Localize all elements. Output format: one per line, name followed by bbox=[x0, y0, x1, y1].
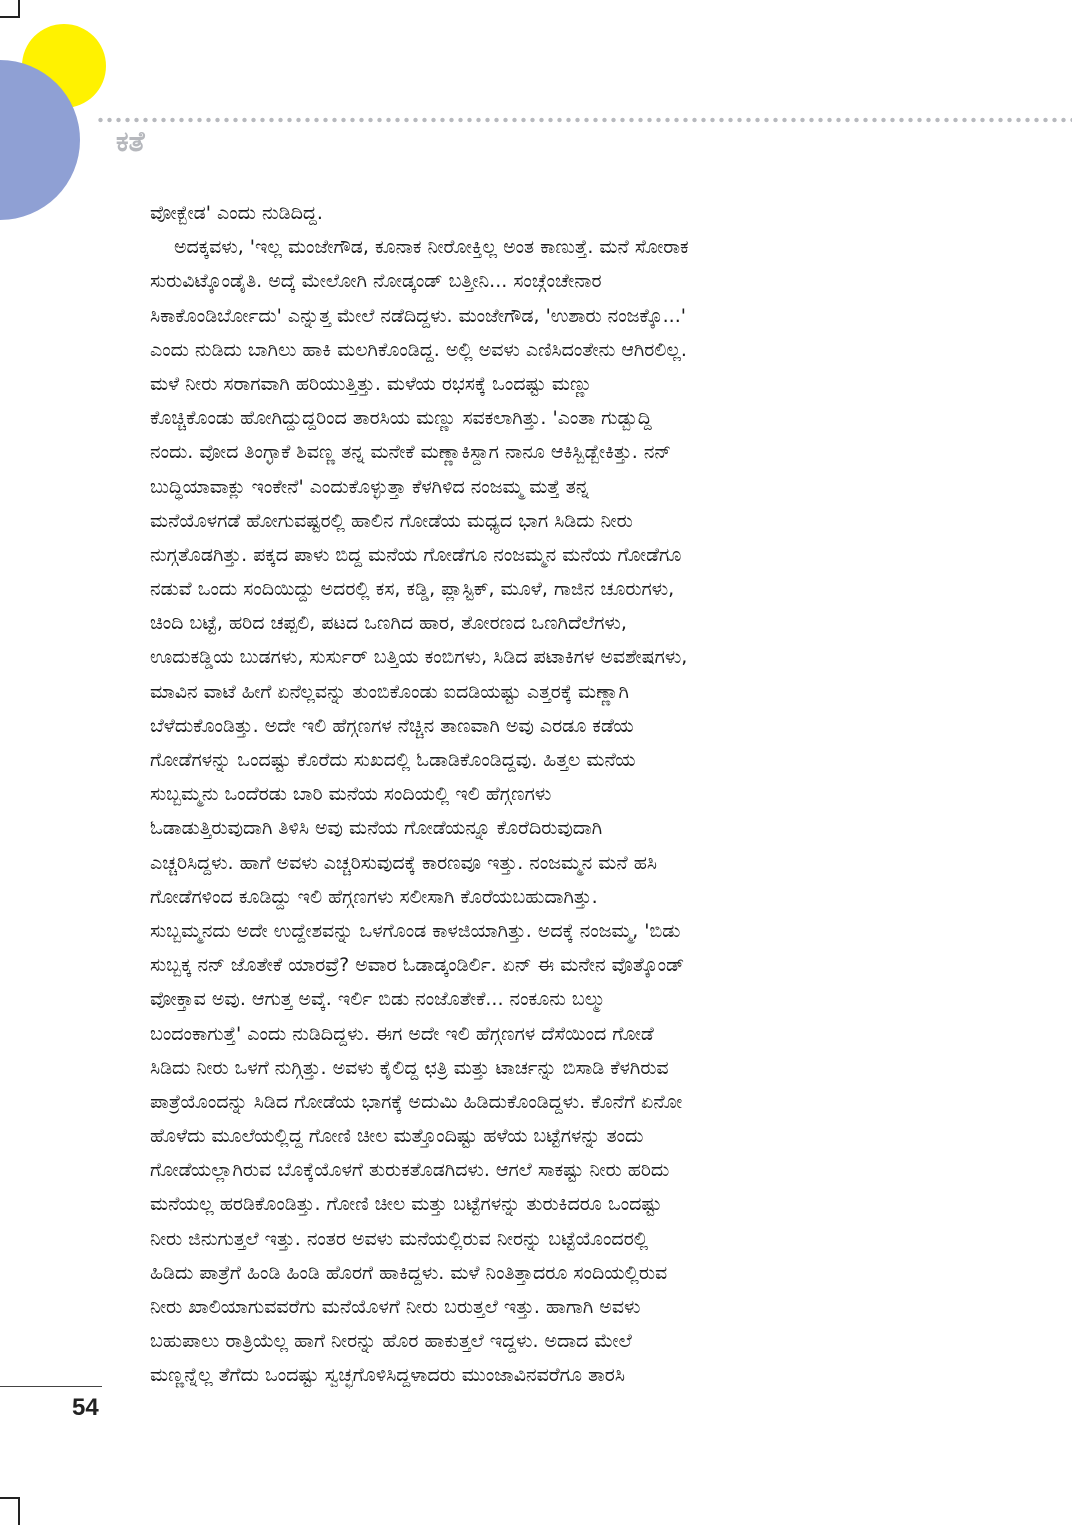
text-line: ಮಳೆ ನೀರು ಸರಾಗವಾಗಿ ಹರಿಯುತ್ತಿತ್ತು. ಮಳೆಯ ರಭಸಕ್ಕೆ ಒಂದಷ್ಟು ಮಣ್ಣು bbox=[150, 372, 593, 395]
text-line: ಸುಬ್ಬಕ್ಕ ನನ್ ಜೊತೇಕೆ ಯಾರವ್ರೆ? ಅವಾರ ಓಡಾಡ್ಕಂಡಿರ್ಲಿ. ಏನ್ ಈ ಮನೇನ ವೊತ್ಕೊಂಡ್ bbox=[150, 954, 685, 977]
text-line: ಎಚ್ಚರಿಸಿದ್ದಳು. ಹಾಗೆ ಅವಳು ಎಚ್ಚರಿಸುವುದಕ್ಕೆ ಕಾರಣವೂ ಇತ್ತು. ನಂಜಮ್ಮನ ಮನೆ ಹಸಿ bbox=[150, 851, 657, 874]
text-line: ಸುರುವಿಟ್ಕೊಂಡೈತಿ. ಅದ್ಕೆ ಮೇಲೋಗಿ ನೋಡ್ಕಂಡ್ ಬತ್ತೀನಿ... ಸಂಚ್ಗೆಂಚೇನಾರ bbox=[150, 270, 602, 293]
text-line: ಹೊಳೆದು ಮೂಲೆಯಲ್ಲಿದ್ದ ಗೋಣಿ ಚೀಲ ಮತ್ತೊಂದಿಷ್ಟು ಹಳೆಯ ಬಟ್ಟೆಗಳನ್ನು ತಂದು bbox=[150, 1125, 644, 1148]
page-number-rule bbox=[0, 1386, 102, 1387]
text-line: ಗೋಡೆಯಲ್ಲಾಗಿರುವ ಬೊಕ್ಕೆಯೊಳಗೆ ತುರುಕತೊಡಗಿದಳು. ಆಗಲೆ ಸಾಕಷ್ಟು ನೀರು ಹರಿದು bbox=[150, 1159, 670, 1182]
text-line: ಸಿಕಾಕೊಂಡಿರ್ಬೋದು' ಎನ್ನುತ್ತ ಮೇಲೆ ನಡೆದಿದ್ದಳು. ಮಂಜೇಗೌಡ, 'ಉಶಾರು ನಂಜಕ್ಕೊ...' bbox=[150, 304, 686, 327]
text-line: ಮನೆಯೊಳಗಡೆ ಹೋಗುವಷ್ಟರಲ್ಲಿ ಹಾಲಿನ ಗೋಡೆಯ ಮಧ್ಯದ ಭಾಗ ಸಿಡಿದು ನೀರು bbox=[150, 509, 633, 532]
text-line: ಬಂದಂಕಾಗುತ್ತೆ' ಎಂದು ನುಡಿದಿದ್ದಳು. ಈಗ ಅದೇ ಇಲಿ ಹೆಗ್ಗಣಗಳ ದೆಸೆಯಿಂದ ಗೋಡೆ bbox=[150, 1022, 654, 1045]
text-line: ಎಂದು ನುಡಿದು ಬಾಗಿಲು ಹಾಕಿ ಮಲಗಿಕೊಂಡಿದ್ದ. ಅಲ್ಲಿ ಅವಳು ಎಣಿಸಿದಂತೇನು ಆಗಿರಲಿಲ್ಲ. bbox=[150, 338, 687, 361]
text-line: ಹಿಡಿದು ಪಾತ್ರೆಗೆ ಹಿಂಡಿ ಹಿಂಡಿ ಹೊರಗೆ ಹಾಕಿದ್ದಳು. ಮಳೆ ನಿಂತಿತ್ತಾದರೂ ಸಂದಿಯಲ್ಲಿರುವ bbox=[150, 1261, 668, 1284]
text-line: ಅದಕ್ಕವಳು, 'ಇಲ್ಲ ಮಂಜೇಗೌಡ, ಕೂನಾಕ ನೀರೋಕ್ತಿಲ್ಲ ಅಂತ ಕಾಣುತ್ತೆ. ಮನೆ ಸೋರಾಕ bbox=[174, 236, 689, 259]
text-line: ಮನೆಯಲ್ಲ ಹರಡಿಕೊಂಡಿತ್ತು. ಗೋಣಿ ಚೀಲ ಮತ್ತು ಬಟ್ಟೆಗಳನ್ನು ತುರುಕಿದರೂ ಒಂದಷ್ಟು bbox=[150, 1193, 662, 1216]
text-line: ಬುದ್ಧಿಯಾವಾಕ್ಲು ಇಂಕೇನೆ' ಎಂದುಕೊಳ್ಳುತ್ತಾ ಕೆಳಗಿಳಿದ ನಂಜಮ್ಮ ಮತ್ತೆ ತನ್ನ bbox=[150, 475, 589, 498]
crop-mark-top-horizontal bbox=[0, 16, 20, 18]
text-line: ನುಗ್ಗತೊಡಗಿತ್ತು. ಪಕ್ಕದ ಪಾಳು ಬಿದ್ದ ಮನೆಯ ಗೋಡೆಗೂ ನಂಜಮ್ಮನ ಮನೆಯ ಗೋಡೆಗೂ bbox=[150, 543, 682, 566]
page-number: 54 bbox=[72, 1394, 99, 1421]
text-line: ನೀರು ಜಿನುಗುತ್ತಲೆ ಇತ್ತು. ನಂತರ ಅವಳು ಮನೆಯಲ್ಲಿರುವ ನೀರನ್ನು ಬಟ್ಟೆಯೊಂದರಲ್ಲಿ bbox=[150, 1227, 649, 1250]
text-line: ಗೋಡೆಗಳನ್ನು ಒಂದಷ್ಟು ಕೊರೆದು ಸುಖದಲ್ಲಿ ಓಡಾಡಿಕೊಂಡಿದ್ದವು. ಹಿತ್ತಲ ಮನೆಯ bbox=[150, 749, 636, 771]
text-line: ವೋಕ್ಬೇಡ' ಎಂದು ನುಡಿದಿದ್ದ. bbox=[150, 202, 323, 224]
text-line: ಮಾವಿನ ವಾಟೆ ಹೀಗೆ ಏನೆಲ್ಲವನ್ನು ತುಂಬಿಕೊಂಡು ಐದಡಿಯಷ್ಟು ಎತ್ತರಕ್ಕೆ ಮಣ್ಣಾಗಿ bbox=[150, 680, 629, 703]
text-line: ಕೊಚ್ಚಿಕೊಂಡು ಹೋಗಿದ್ದುದ್ದರಿಂದ ತಾರಸಿಯ ಮಣ್ಣು ಸವಕಲಾಗಿತ್ತು. 'ಎಂತಾ ಗುಡ್ಬುದ್ದಿ bbox=[150, 407, 652, 430]
text-line: ಪಾತ್ರೆಯೊಂದನ್ನು ಸಿಡಿದ ಗೋಡೆಯ ಭಾಗಕ್ಕೆ ಅದುಮಿ ಹಿಡಿದುಕೊಂಡಿದ್ದಳು. ಕೊನೆಗೆ ಏನೋ bbox=[150, 1090, 683, 1113]
crop-mark-bottom-vertical bbox=[18, 1497, 20, 1525]
text-line: ನೀರು ಖಾಲಿಯಾಗುವವರೆಗು ಮನೆಯೊಳಗೆ ನೀರು ಬರುತ್ತಲೆ ಇತ್ತು. ಹಾಗಾಗಿ ಅವಳು bbox=[150, 1296, 641, 1318]
story-body bbox=[150, 196, 910, 1393]
text-line: ಓಡಾಡುತ್ತಿರುವುದಾಗಿ ತಿಳಿಸಿ ಅವು ಮನೆಯ ಗೋಡೆಯನ್ನೂ ಕೊರೆದಿರುವುದಾಗಿ bbox=[150, 817, 603, 840]
text-line: ವೋಕ್ತಾವ ಅವು. ಆಗುತ್ತ ಅವ್ಕೆ. ಇರ್ಲಿ ಬಿಡು ನಂಜೊತೇಕೆ... ನಂಕೂನು ಬಲ್ಮು bbox=[150, 988, 606, 1011]
text-line: ಸುಬ್ಬಮ್ಮನು ಒಂದೆರಡು ಬಾರಿ ಮನೆಯ ಸಂದಿಯಲ್ಲಿ ಇಲಿ ಹೆಗ್ಗಣಗಳು bbox=[150, 783, 552, 806]
text-line: ಸಿಡಿದು ನೀರು ಒಳಗೆ ನುಗ್ಗಿತ್ತು. ಅವಳು ಕೈಲಿದ್ದ ಛತ್ರಿ ಮತ್ತು ಟಾರ್ಚನ್ನು ಬಿಸಾಡಿ ಕೆಳಗಿರುವ bbox=[150, 1056, 669, 1079]
dotted-header-rule bbox=[96, 116, 1072, 124]
section-label: ಕತೆ bbox=[116, 125, 145, 158]
text-line: ಬೆಳೆದುಕೊಂಡಿತ್ತು. ಅದೇ ಇಲಿ ಹೆಗ್ಗಣಗಳ ನೆಚ್ಚಿನ ತಾಣವಾಗಿ ಅವು ಎರಡೂ ಕಡೆಯ bbox=[150, 714, 634, 737]
text-line: ಸುಬ್ಬಮ್ಮನದು ಅದೇ ಉದ್ದೇಶವನ್ನು ಒಳಗೊಂಡ ಕಾಳಜಿಯಾಗಿತ್ತು. ಅದಕ್ಕೆ ನಂಜಮ್ಮ, 'ಬಿಡು bbox=[150, 919, 681, 942]
text-line: ಬಹುಪಾಲು ರಾತ್ರಿಯೆಲ್ಲ ಹಾಗೆ ನೀರನ್ನು ಹೊರ ಹಾಕುತ್ತಲೆ ಇದ್ದಳು. ಅದಾದ ಮೇಲೆ bbox=[150, 1330, 632, 1353]
text-line: ಗೋಡೆಗಳಿಂದ ಕೂಡಿದ್ದು ಇಲಿ ಹೆಗ್ಗಣಗಳು ಸಲೀಸಾಗಿ ಕೊರೆಯಬಹುದಾಗಿತ್ತು. bbox=[150, 885, 598, 908]
text-line: ನಂದು. ವೋದ ತಿಂಗ್ಳಾಕೆ ಶಿವಣ್ಣ ತನ್ನ ಮನೇಕೆ ಮಣ್ಣಾಕಿಸ್ದಾಗ ನಾನೂ ಆಕಿಸ್ಬಿಡ್ಬೇಕಿತ್ತು. ನನ್ bbox=[150, 441, 672, 464]
text-line: ಮಣ್ಣನ್ನೆಲ್ಲ ತೆಗೆದು ಒಂದಷ್ಟು ಸ್ವಚ್ಛಗೊಳಿಸಿದ್ದಳಾದರು ಮುಂಜಾವಿನವರೆಗೂ ತಾರಸಿ bbox=[150, 1364, 625, 1387]
text-line: ನಡುವೆ ಒಂದು ಸಂದಿಯಿದ್ದು ಅದರಲ್ಲಿ ಕಸ, ಕಡ್ಡಿ, ಪ್ಲಾಸ್ಟಿಕ್, ಮೂಳೆ, ಗಾಜಿನ ಚೂರುಗಳು, bbox=[150, 578, 675, 601]
text-line: ಊದುಕಡ್ಡಿಯ ಬುಡಗಳು, ಸುರ್ಸುರ್ ಬತ್ತಿಯ ಕಂಬಿಗಳು, ಸಿಡಿದ ಪಟಾಕಿಗಳ ಅವಶೇಷಗಳು, bbox=[150, 646, 688, 669]
crop-mark-bottom-horizontal bbox=[0, 1497, 20, 1499]
text-line: ಚಿಂದಿ ಬಟ್ಟೆ, ಹರಿದ ಚಪ್ಪಲಿ, ಪಟದ ಒಣಗಿದ ಹಾರ, ತೋರಣದ ಒಣಗಿದೆಲೆಗಳು, bbox=[150, 612, 627, 635]
